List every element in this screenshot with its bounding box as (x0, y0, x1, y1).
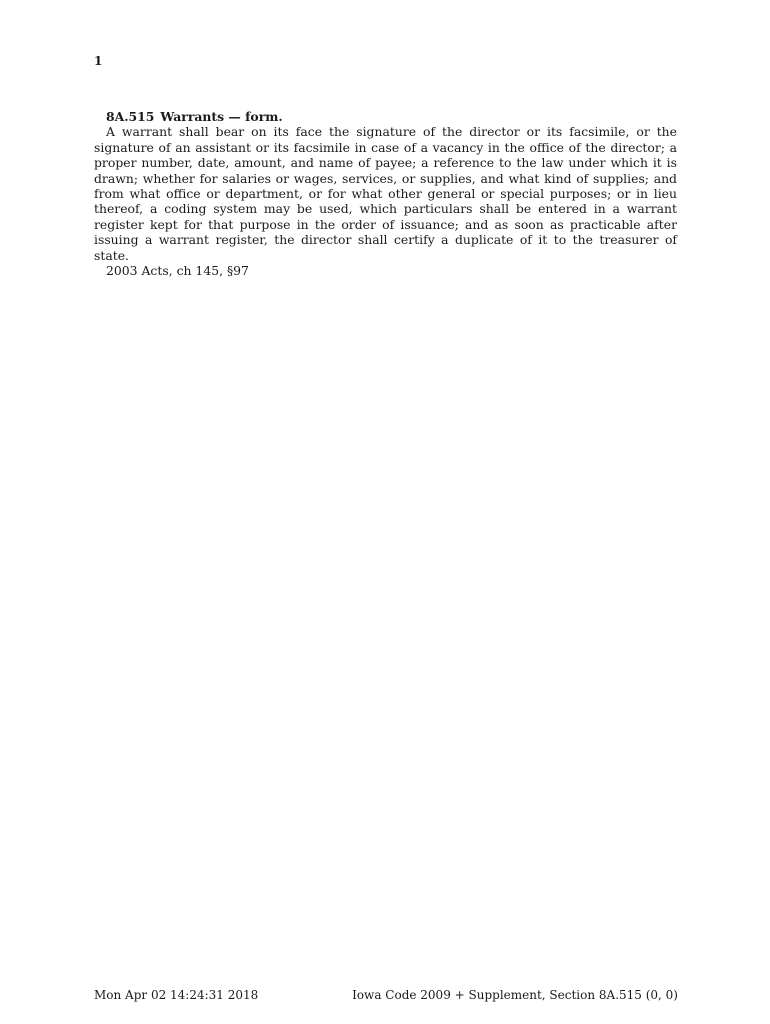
section-body: A warrant shall bear on its face the signature of the director or its facsimile, or the signature of an assistant or its facsimile in case of a vacancy in the office of the director; a proper number, date, amount, and name of payee; a reference to the law under which it is drawn; whether for salaries or wages, services, or supplies, and what kind of supplies; and from what office or department, or for what other general or special purposes; or in lieu thereof, a coding system may be used, which particulars shall be entered in a warrant register kept for that purpose in the order of issuance; and as soon as practicable after issuing a warrant register, the director shall certify a duplicate of it to the treasurer of state. (94, 124, 677, 263)
section-history: 2003 Acts, ch 145, §97 (106, 263, 249, 279)
code-section (94, 109, 677, 278)
section-number: 8A.515 (106, 109, 155, 124)
footer-timestamp: Mon Apr 02 14:24:31 2018 (94, 988, 259, 1002)
page-number: 1 (94, 54, 103, 68)
section-heading (106, 109, 677, 124)
section-title: Warrants — form. (160, 109, 283, 124)
footer-source: Iowa Code 2009 + Supplement, Section 8A.515 (0, 0) (352, 988, 678, 1002)
